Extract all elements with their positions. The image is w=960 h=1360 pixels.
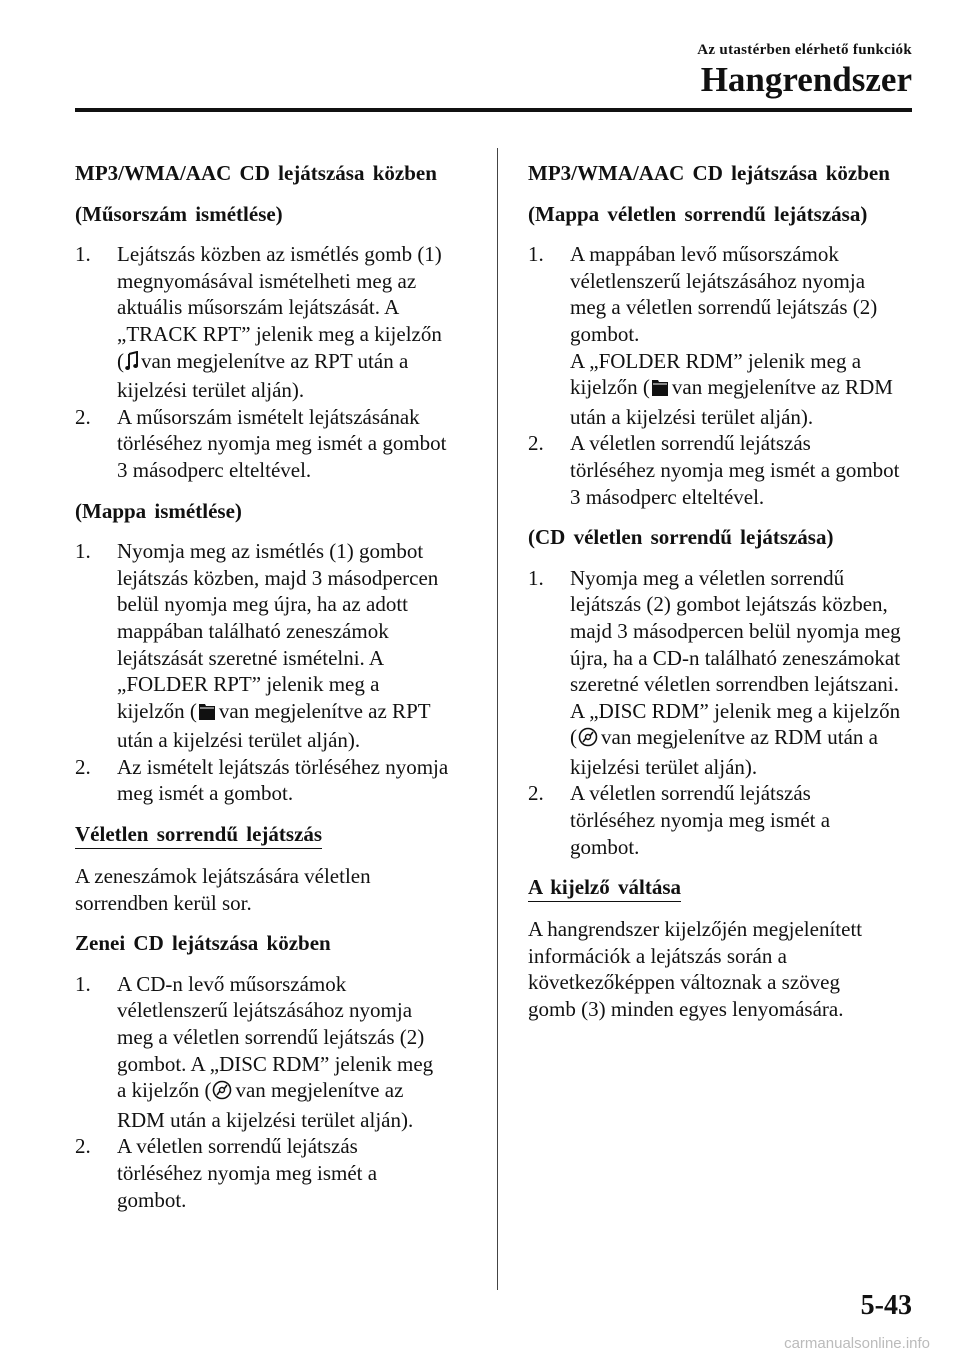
text-segment: van megjelenítve az RDM bbox=[671, 375, 893, 400]
page-title: Hangrendszer bbox=[700, 60, 912, 99]
text-line: törléséhez nyomja meg ismét a bbox=[570, 808, 831, 833]
underlined-heading bbox=[528, 874, 920, 902]
item-number: 2. bbox=[75, 754, 91, 779]
text-segment: van megjelenítve az RPT bbox=[218, 698, 431, 723]
list-item bbox=[528, 430, 920, 510]
text-line: A „DISC RDM” jelenik meg a kijelzőn bbox=[570, 698, 901, 723]
text-line: A zeneszámok lejátszására véletlen bbox=[75, 864, 371, 889]
text-line: gomb (3) minden egyes lenyomására. bbox=[528, 997, 844, 1022]
text-line: A műsorszám ismételt lejátszásának bbox=[117, 404, 420, 429]
text-segment: van megjelenítve az RDM után a bbox=[601, 725, 878, 750]
text-line: meg a véletlen sorrendű lejátszás (2) bbox=[570, 295, 878, 320]
text-line bbox=[117, 348, 475, 378]
text-line: „FOLDER RPT” jelenik meg a bbox=[117, 672, 380, 697]
text-line: lejátszás (2) gombot lejátszás közben, bbox=[570, 592, 888, 617]
section-heading bbox=[75, 498, 475, 525]
text-line bbox=[75, 930, 475, 957]
text-line bbox=[570, 374, 920, 404]
paragraph bbox=[75, 863, 475, 916]
text-line: törléséhez nyomja meg ismét a bbox=[117, 1161, 378, 1185]
heading-text: (Mappa ismétlése) bbox=[75, 498, 242, 523]
text-line: Nyomja meg a véletlen sorrendű bbox=[570, 565, 845, 590]
underlined-heading bbox=[75, 821, 475, 849]
text-line: 3 másodperc elteltével. bbox=[570, 484, 765, 509]
section-heading bbox=[75, 201, 475, 228]
text-line: után a kijelzési terület alján). bbox=[117, 728, 361, 753]
item-number: 2. bbox=[528, 431, 544, 456]
heading-text: MP3/WMA/AAC CD lejátszása közben bbox=[528, 161, 890, 185]
text-segment: van megjelenítve az RPT után a bbox=[141, 348, 409, 373]
list-item bbox=[75, 538, 475, 754]
text-line: törléséhez nyomja meg ismét a gombot bbox=[117, 431, 447, 456]
heading-text: MP3/WMA/AAC CD lejátszása közben bbox=[75, 161, 437, 185]
text-line: sorrendben kerül sor. bbox=[75, 890, 252, 915]
text-line: A hangrendszer kijelzőjén megjelenített bbox=[528, 917, 863, 942]
text-line: következőképpen változnak a szöveg bbox=[528, 970, 840, 995]
page-number: 5-43 bbox=[860, 1290, 912, 1321]
text-line: aktuális műsorszám lejátszását. A bbox=[117, 295, 400, 320]
text-line: törléséhez nyomja meg ismét a gombot bbox=[570, 457, 900, 482]
text-line bbox=[117, 1077, 475, 1107]
text-line: gombot. bbox=[570, 834, 640, 859]
item-number: 1. bbox=[75, 242, 91, 267]
text-line: gombot. bbox=[117, 1187, 187, 1212]
text-line: megnyomásával ismételheti meg az bbox=[117, 268, 417, 293]
item-number: 1. bbox=[528, 565, 544, 590]
list-item bbox=[528, 565, 920, 781]
text-line bbox=[528, 874, 920, 902]
text-line: után a kijelzési terület alján). bbox=[570, 404, 814, 429]
text-line: véletlenszerű lejátszásához nyomja bbox=[117, 998, 413, 1023]
left-column bbox=[75, 160, 475, 1213]
list-item bbox=[75, 754, 475, 807]
header-section-label: Az utastérben elérhető funkciók bbox=[697, 42, 912, 58]
text-line: gombot. bbox=[570, 321, 640, 346]
text-line: Lejátszás közben az ismétlés gomb (1) bbox=[117, 242, 442, 267]
text-line: „TRACK RPT” jelenik meg a kijelzőn bbox=[117, 321, 442, 346]
text-line: A mappában levő műsorszámok bbox=[570, 242, 839, 267]
header-rule bbox=[75, 108, 912, 112]
paragraph bbox=[528, 916, 920, 1022]
text-line: lejátszását szeretné ismételni. A bbox=[117, 645, 385, 670]
list-item bbox=[528, 780, 920, 860]
text-line: Az ismételt lejátszás törléséhez nyomja bbox=[117, 754, 449, 779]
text-segment: kijelzőn ( bbox=[117, 698, 197, 723]
text-line bbox=[528, 160, 920, 187]
folder-icon bbox=[651, 377, 669, 404]
text-line: mappában található zeneszámok bbox=[117, 618, 389, 643]
text-segment: a kijelzőn ( bbox=[117, 1078, 212, 1103]
text-line: A CD-n levő műsorszámok bbox=[117, 971, 347, 996]
item-number: 1. bbox=[75, 971, 91, 996]
item-number: 2. bbox=[75, 1134, 91, 1159]
item-number: 1. bbox=[528, 242, 544, 267]
text-line: Nyomja meg az ismétlés (1) gombot bbox=[117, 539, 424, 564]
item-number: 1. bbox=[75, 539, 91, 564]
watermark: carmanualsonline.info bbox=[784, 1335, 930, 1352]
text-line bbox=[570, 724, 920, 754]
text-line: meg a véletlen sorrendű lejátszás (2) bbox=[117, 1025, 425, 1050]
text-line: kijelzési terület alján). bbox=[117, 378, 305, 403]
text-line: szeretné véletlen sorrendben lejátszani. bbox=[570, 672, 899, 697]
item-number: 2. bbox=[75, 404, 91, 429]
text-line bbox=[117, 698, 475, 728]
text-line: belül nyomja meg újra, ha az adott bbox=[117, 592, 408, 617]
text-line: véletlenszerű lejátszásához nyomja bbox=[570, 268, 866, 293]
list-item bbox=[75, 971, 475, 1134]
heading-text: (Mappa véletlen sorrendű lejátszása) bbox=[528, 201, 868, 226]
section-heading bbox=[528, 160, 920, 187]
item-number: 2. bbox=[528, 781, 544, 806]
text-line: A „FOLDER RDM” jelenik meg a bbox=[570, 348, 862, 373]
text-line: információk a lejátszás során a bbox=[528, 943, 787, 968]
list-item bbox=[75, 241, 475, 404]
text-line: meg ismét a gombot. bbox=[117, 781, 294, 806]
text-line: A véletlen sorrendű lejátszás bbox=[117, 1134, 358, 1159]
heading-text: A kijelző váltása bbox=[528, 875, 681, 902]
section-heading bbox=[528, 201, 920, 228]
text-line bbox=[528, 524, 920, 551]
list-item bbox=[75, 404, 475, 484]
music-note-icon bbox=[125, 351, 138, 378]
folder-icon bbox=[198, 701, 216, 728]
text-line bbox=[528, 201, 920, 228]
text-line bbox=[75, 160, 475, 187]
disc-icon bbox=[212, 1080, 232, 1107]
list-item bbox=[75, 1133, 475, 1213]
section-heading bbox=[75, 160, 475, 187]
text-line: A véletlen sorrendű lejátszás bbox=[570, 781, 811, 806]
section-heading bbox=[528, 524, 920, 551]
text-segment: ( bbox=[117, 348, 124, 373]
text-line: RDM után a kijelzési terület alján). bbox=[117, 1107, 414, 1132]
text-segment: kijelzőn ( bbox=[570, 375, 650, 400]
heading-text: (Műsorszám ismétlése) bbox=[75, 201, 283, 226]
text-line: lejátszás közben, majd 3 másodpercen bbox=[117, 565, 439, 590]
text-line bbox=[75, 201, 475, 228]
heading-text: (CD véletlen sorrendű lejátszása) bbox=[528, 525, 834, 550]
text-line: A véletlen sorrendű lejátszás bbox=[570, 431, 811, 456]
text-line: majd 3 másodpercen belül nyomja meg bbox=[570, 618, 901, 643]
section-heading bbox=[75, 930, 475, 957]
disc-icon bbox=[578, 727, 598, 754]
text-line bbox=[75, 821, 475, 849]
text-line: gombot. A „DISC RDM” jelenik meg bbox=[117, 1051, 434, 1076]
text-line: 3 másodperc elteltével. bbox=[117, 457, 312, 482]
text-line: újra, ha a CD-n található zeneszámokat bbox=[570, 645, 901, 670]
text-segment: ( bbox=[570, 725, 577, 750]
text-line bbox=[75, 498, 475, 525]
heading-text: Zenei CD lejátszása közben bbox=[75, 931, 331, 956]
text-segment: van megjelenítve az bbox=[235, 1078, 404, 1103]
list-item bbox=[528, 241, 920, 430]
right-column bbox=[528, 160, 920, 1023]
heading-text: Véletlen sorrendű lejátszás bbox=[75, 822, 322, 849]
text-line: kijelzési terület alján). bbox=[570, 754, 758, 779]
column-divider bbox=[497, 148, 498, 1290]
